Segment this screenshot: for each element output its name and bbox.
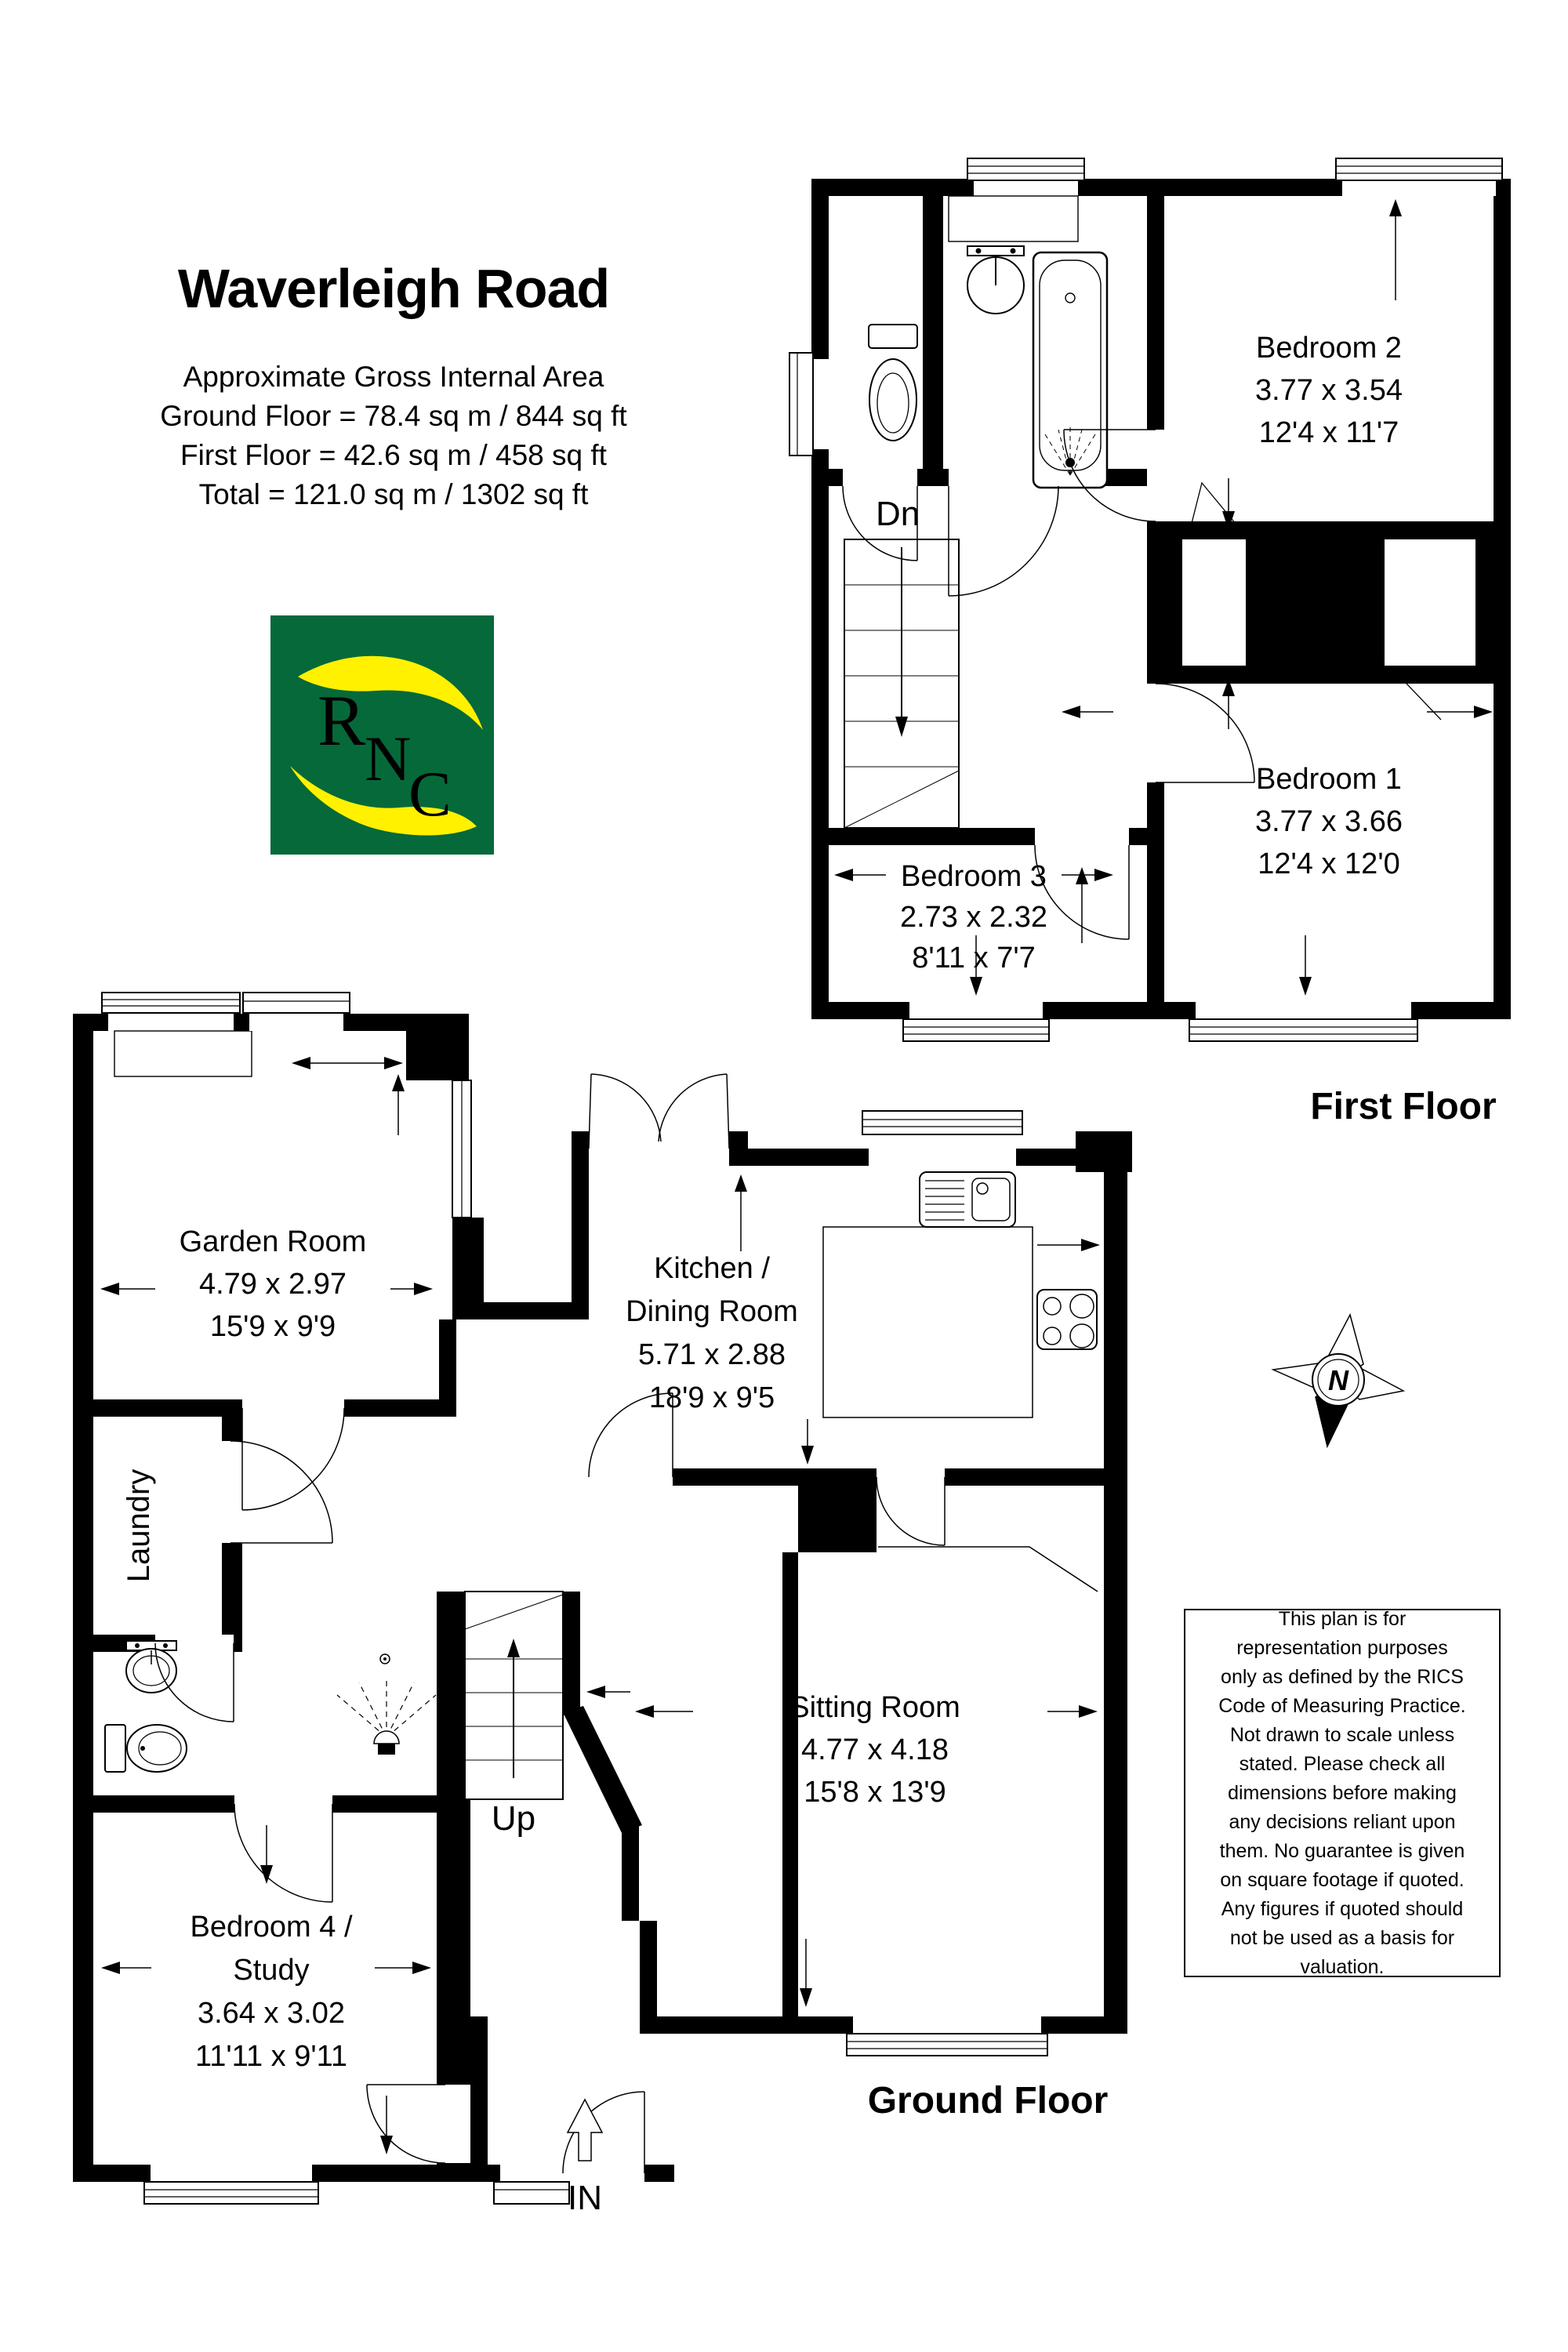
sitting-room-imperial: 15'8 x 13'9 (804, 1776, 946, 1809)
kitchen-counter (823, 1227, 1033, 1417)
bedroom4-imperial: 11'11 x 9'11 (194, 2040, 348, 2073)
bedroom1-metric: 3.77 x 3.66 (1254, 805, 1403, 838)
bedroom3-metric: 2.73 x 2.32 (899, 901, 1048, 934)
sitting-room-name: Sitting Room (789, 1691, 960, 1724)
bedroom4-metric: 3.64 x 3.02 (197, 1997, 346, 2030)
bathroom-sink-icon (967, 246, 1024, 314)
bedroom2-metric: 3.77 x 3.54 (1254, 374, 1403, 407)
ground-floor-title: Ground Floor (867, 2080, 1109, 2122)
kitchen-sink-icon (920, 1172, 1015, 1227)
page-title: Waverleigh Road (177, 258, 610, 319)
entrance-in-label: IN (568, 2179, 602, 2217)
bedroom3-imperial: 8'11 x 7'7 (912, 942, 1036, 975)
garden-room-imperial: 15'9 x 9'9 (209, 1310, 336, 1343)
bedroom3-name: Bedroom 3 (901, 860, 1047, 893)
bedroom2-imperial: 12'4 x 11'7 (1258, 416, 1399, 449)
bedroom2-name: Bedroom 2 (1256, 332, 1402, 365)
compass-north-label: N (1328, 1364, 1348, 1396)
cloakroom-sink-icon (126, 1641, 176, 1693)
kitchen-metric: 5.71 x 2.88 (637, 1338, 786, 1371)
area-total-line: Total = 121.0 sq m / 1302 sq ft (198, 478, 589, 510)
bedroom1-name: Bedroom 1 (1256, 763, 1402, 796)
area-ground-floor-line: Ground Floor = 78.4 sq m / 844 sq ft (160, 400, 627, 432)
ground-floor-stairs (465, 1592, 563, 1799)
rnc-logo (270, 615, 494, 855)
cloakroom-toilet-icon (105, 1725, 187, 1772)
logo-letter-r: R (318, 681, 366, 760)
first-floor-stairs (844, 539, 959, 828)
stairs-up-label: Up (491, 1799, 536, 1838)
area-summary-line: Approximate Gross Internal Area (183, 361, 604, 393)
disclaimer-text: This plan is for representation purposes only as defined by the RICS Code of Measuring Practice. Not drawn to scale unless stated. Please check all dimensions before making any decisions reliant upon them. No guarantee is given on square footage if quoted. Any figures if quoted should not be used as a basis for valuation. (1218, 1607, 1466, 1978)
garden-room-name: Garden Room (179, 1225, 367, 1258)
kitchen-name-line1: Kitchen / (654, 1252, 770, 1285)
bathtub-icon (1033, 252, 1107, 488)
bedroom1-imperial: 12'4 x 12'0 (1258, 848, 1400, 880)
sitting-room-metric: 4.77 x 4.18 (800, 1733, 949, 1766)
logo-letter-n: N (365, 723, 412, 794)
area-first-floor-line: First Floor = 42.6 sq m / 458 sq ft (180, 439, 607, 471)
laundry-name: Laundry (122, 1468, 156, 1583)
chimney-breast-lines (878, 1547, 1098, 1592)
kitchen-name-line2: Dining Room (626, 1295, 798, 1328)
first-floor-title: First Floor (1310, 1086, 1497, 1127)
entrance-in-arrow (568, 2100, 602, 2161)
kitchen-hob-icon (1037, 1290, 1097, 1349)
bedroom4-name-line2: Study (233, 1954, 310, 1987)
disclaimer-box (1184, 1609, 1501, 1977)
bedroom4-name-line1: Bedroom 4 / (190, 1911, 353, 1944)
compass-rose (1247, 1278, 1482, 1513)
logo-letter-c: C (408, 758, 452, 829)
stairs-down-label: Dn (876, 495, 920, 533)
light-fixture-icon (337, 1654, 436, 1755)
kitchen-imperial: 18'9 x 9'5 (648, 1381, 775, 1414)
toilet-icon (869, 325, 917, 441)
first-floor-plan (776, 147, 1521, 1065)
garden-room-metric: 4.79 x 2.97 (198, 1268, 347, 1301)
